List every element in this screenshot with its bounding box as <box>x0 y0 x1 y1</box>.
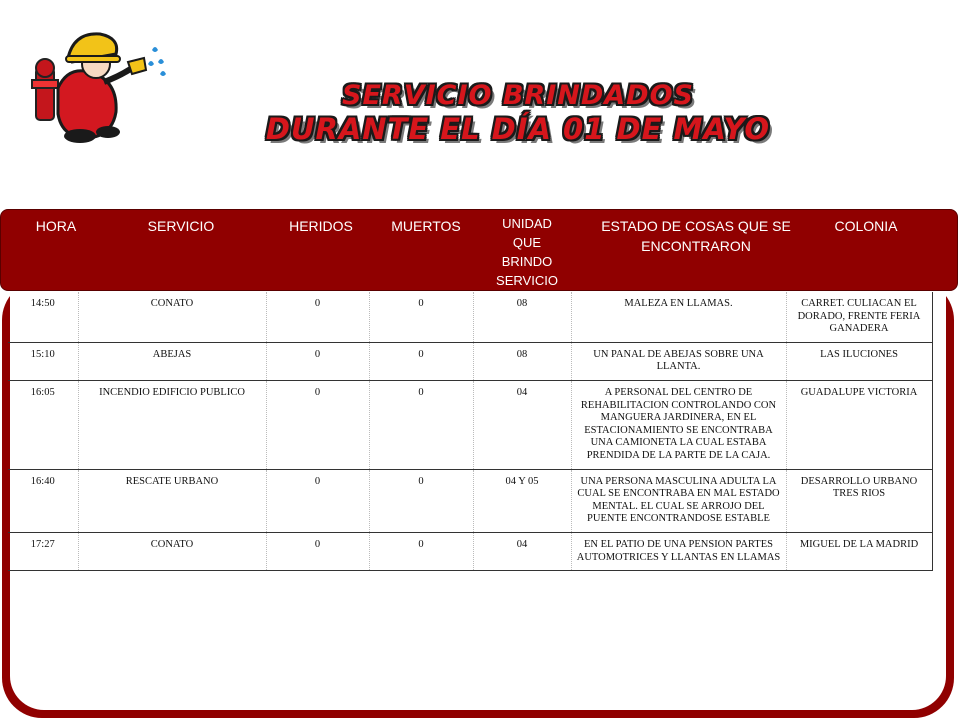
table-header <box>0 209 958 291</box>
table-row <box>8 532 932 570</box>
cell-servicio: CONATO <box>78 292 266 342</box>
cell-heridos: 0 <box>266 532 369 570</box>
cell-hora: 14:50 <box>8 292 78 342</box>
header-muertos: MUERTOS <box>391 218 461 234</box>
cell-colonia: CARRET. CULIACAN EL DORADO, FRENTE FERIA GANADERA <box>786 292 932 342</box>
cell-muertos: 0 <box>369 292 473 342</box>
title-line-2: DURANTE EL DÍA 01 DE MAYO <box>265 112 771 146</box>
cell-muertos: 0 <box>369 469 473 532</box>
header-hora: HORA <box>35 218 77 234</box>
cell-heridos: 0 <box>266 292 369 342</box>
header-heridos: HERIDOS <box>289 218 353 234</box>
cell-hora: 16:40 <box>8 469 78 532</box>
header-unidad-line-2: QUE <box>512 235 542 250</box>
cell-unidad: 08 <box>473 342 571 380</box>
cell-muertos: 0 <box>369 380 473 469</box>
cell-colonia: DESARROLLO URBANO TRES RIOS <box>786 469 932 532</box>
cell-colonia: GUADALUPE VICTORIA <box>786 380 932 469</box>
cell-heridos: 0 <box>266 342 369 380</box>
header-unidad-line-3: BRINDO <box>501 254 553 269</box>
services-table-body <box>8 292 932 571</box>
table-row <box>8 380 932 469</box>
cell-servicio: CONATO <box>78 532 266 570</box>
table-row <box>8 342 932 380</box>
cell-colonia: LAS ILUCIONES <box>786 342 932 380</box>
cell-estado: UN PANAL DE ABEJAS SOBRE UNA LLANTA. <box>571 342 786 380</box>
header-unidad <box>487 214 567 290</box>
cell-estado: A PERSONAL DEL CENTRO DE REHABILITACION CONTROLANDO CON MANGUERA JARDINERA, EN EL ESTACIONAMIENTO SE ENCONTRABA UNA CAMIONETA LA CUAL ESTABA PRENDIDA DE LA PARTE DE LA CAJA. <box>571 380 786 469</box>
cell-muertos: 0 <box>369 342 473 380</box>
cell-hora: 17:27 <box>8 532 78 570</box>
table-row <box>8 292 932 342</box>
title-line-1: SERVICIO BRINDADOS <box>342 80 694 111</box>
cell-estado: EN EL PATIO DE UNA PENSION PARTES AUTOMOTRICES Y LLANTAS EN LLAMAS <box>571 532 786 570</box>
cell-unidad: 04 <box>473 380 571 469</box>
cell-hora: 15:10 <box>8 342 78 380</box>
cell-heridos: 0 <box>266 469 369 532</box>
table-row <box>8 469 932 532</box>
header-estado: ESTADO DE COSAS QUE SE ENCONTRARON <box>601 218 791 254</box>
cell-hora: 16:05 <box>8 380 78 469</box>
cell-muertos: 0 <box>369 532 473 570</box>
cell-unidad: 08 <box>473 292 571 342</box>
cell-unidad: 04 Y 05 <box>473 469 571 532</box>
cell-colonia: MIGUEL DE LA MADRID <box>786 532 932 570</box>
header-servicio: SERVICIO <box>147 218 215 234</box>
cell-estado: MALEZA EN LLAMAS. <box>571 292 786 342</box>
services-table <box>8 292 933 571</box>
header-colonia: COLONIA <box>834 218 898 234</box>
cell-estado: UNA PERSONA MASCULINA ADULTA LA CUAL SE ENCONTRABA EN MAL ESTADO MENTAL. EL CUAL SE ARROJO DEL PUENTE ENCONTRANDOSE ESTABLE <box>571 469 786 532</box>
cell-unidad: 04 <box>473 532 571 570</box>
header-unidad-line-4: SERVICIO <box>496 273 558 288</box>
cell-servicio: ABEJAS <box>78 342 266 380</box>
header-unidad-line-1: UNIDAD <box>502 216 552 231</box>
cell-heridos: 0 <box>266 380 369 469</box>
cell-servicio: INCENDIO EDIFICIO PUBLICO <box>78 380 266 469</box>
cell-servicio: RESCATE URBANO <box>78 469 266 532</box>
